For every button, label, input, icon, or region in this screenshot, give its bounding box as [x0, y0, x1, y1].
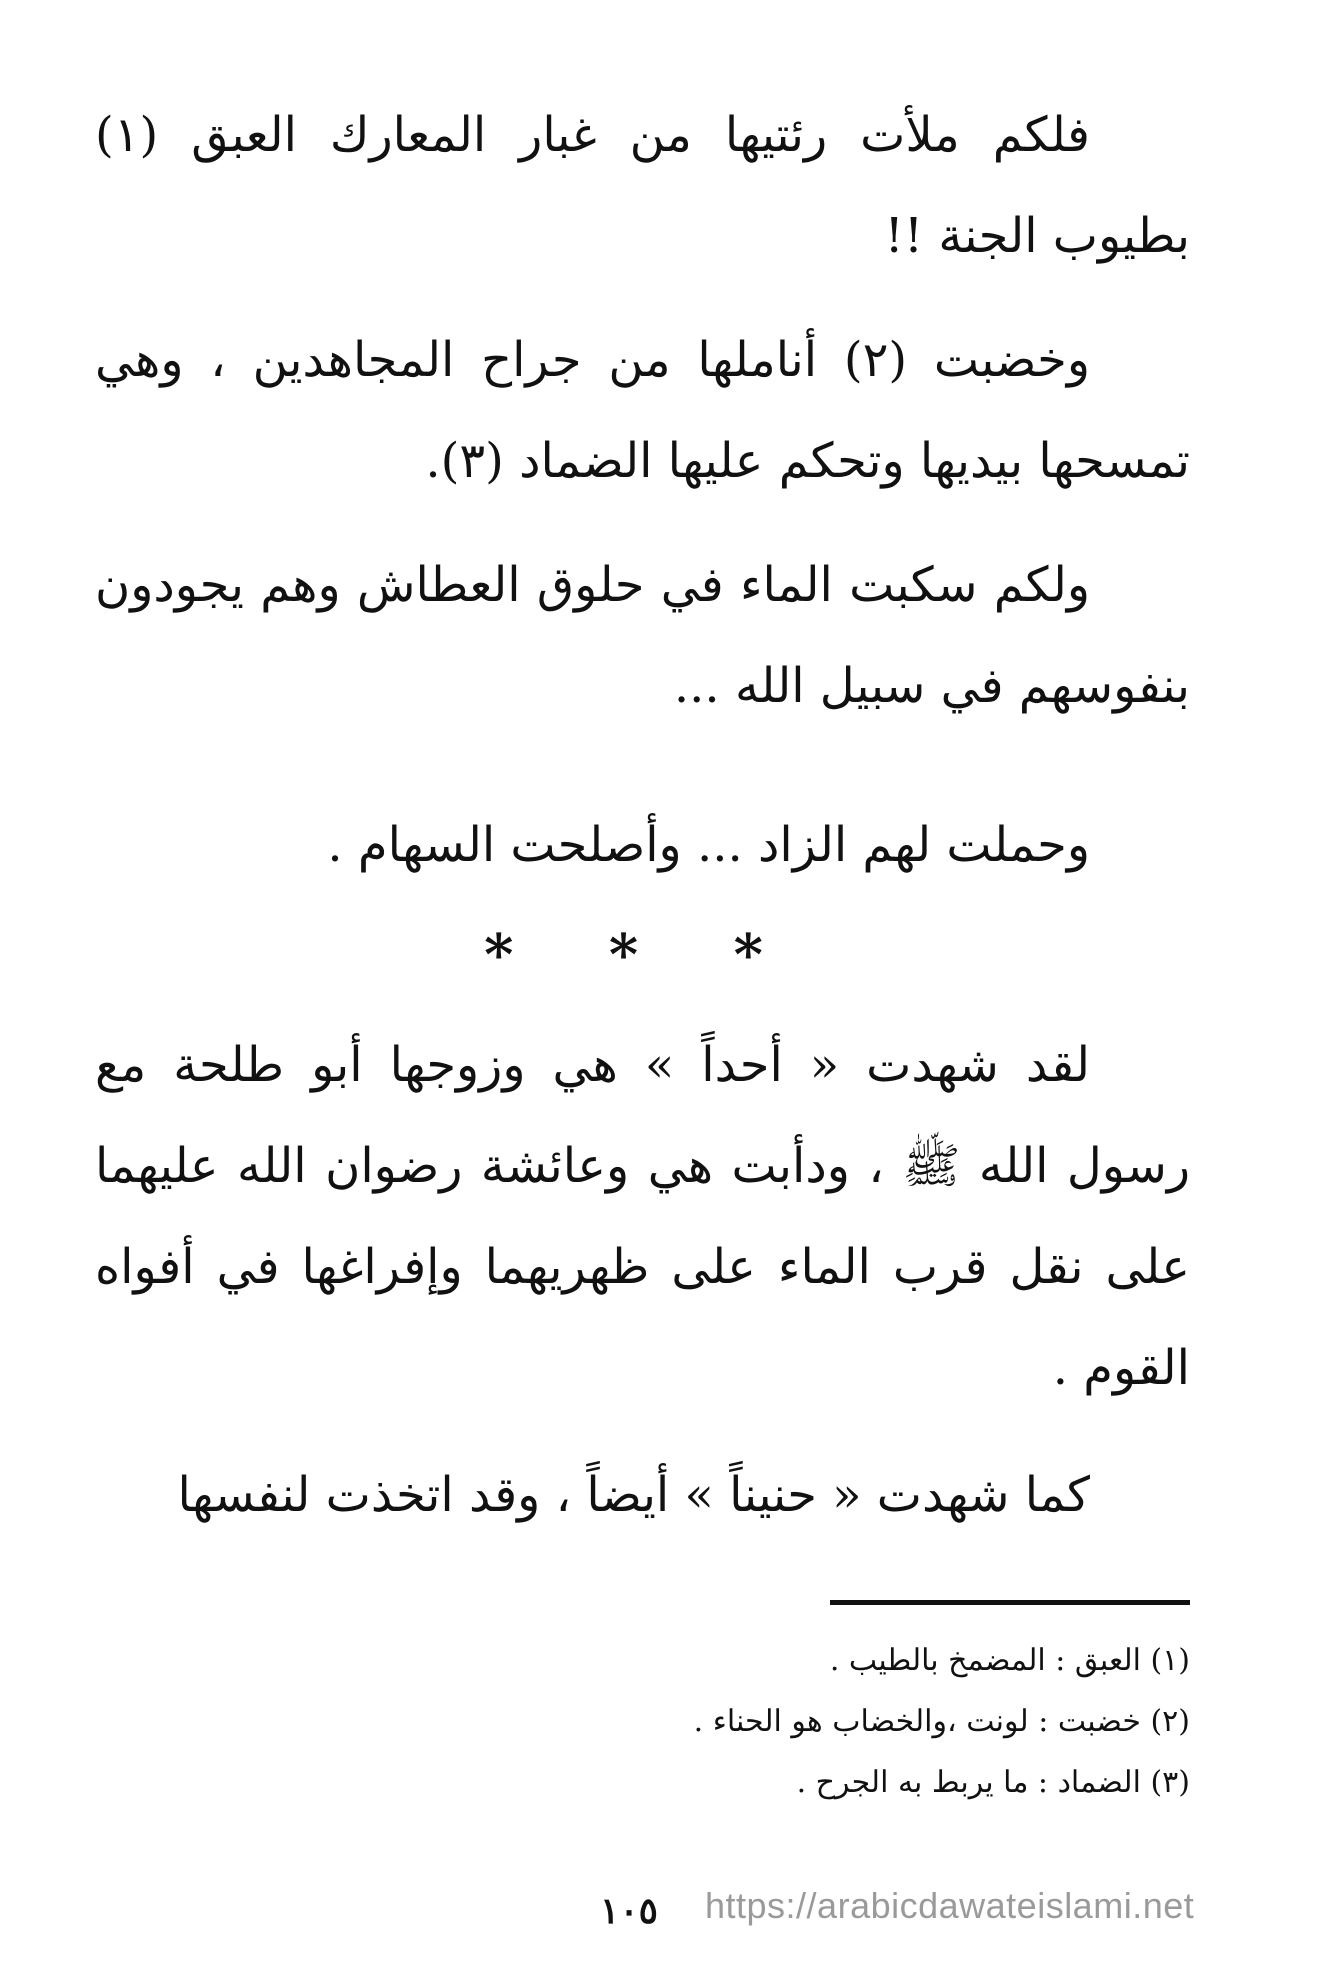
- paragraph-5: لقد شهدت « أحداً » هي وزوجها أبو طلحة مع رسول الله ﷺ ، ودأبت هي وعائشة رضوان الله عليهما على نقل قرب الماء على ظهريهما وإفراغها في أفواه القوم .: [95, 1037, 1190, 1396]
- footnote-divider: [830, 1600, 1190, 1605]
- section-separator: * * *: [484, 922, 801, 988]
- book-page: [95, 70, 1190, 1870]
- footnotes: [95, 1630, 1190, 1813]
- paragraph-4: وحملت لهم الزاد ... وأصلحت السهام .: [327, 817, 1090, 873]
- paragraph-1: فلكم ملأت رئتيها من غبار المعارك العبق (١) بطيوب الجنة !!: [95, 107, 1190, 264]
- paragraph-6: كما شهدت « حنيناً » أيضاً ، وقد اتخذت لنفسها: [177, 1467, 1090, 1523]
- page-number: ١٠٥: [600, 1890, 659, 1932]
- paragraph-2: وخضبت (٢) أناملها من جراح المجاهدين ، وهي تمسحها بيديها وتحكم عليها الضماد (٣).: [95, 332, 1190, 489]
- footnote-3: (٣) الضماد : ما يربط به الجرح .: [796, 1765, 1190, 1800]
- footnote-2: (٢) خضبت : لونت ،والخضاب هو الحناء .: [693, 1704, 1190, 1739]
- paragraph-3: ولكم سكبت الماء في حلوق العطاش وهم يجودون بنفوسهم في سبيل الله ...: [95, 557, 1190, 714]
- watermark-url: https://arabicdawateislami.net: [705, 1885, 1195, 1926]
- footnote-1: (١) العبق : المضمخ بالطيب .: [829, 1643, 1190, 1678]
